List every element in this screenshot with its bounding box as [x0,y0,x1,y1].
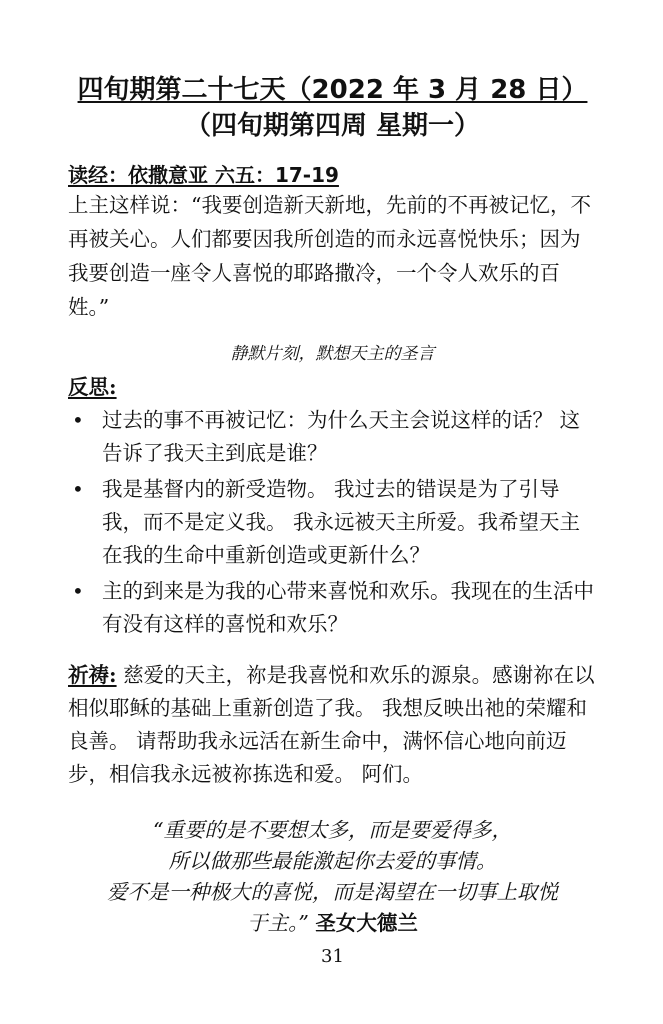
prayer-heading: 祈祷: [68,663,117,687]
reading-heading: 读经：依撒意亚 六五：17-19 [68,163,339,187]
title-date-line: 四旬期第二十七天（2022 年 3 月 28 日） [77,75,588,105]
quote-author: 圣女大德兰 [315,911,418,935]
page-title [68,72,597,144]
reflection-item-text: 过去的事不再被记忆：为什么天主会说这样的话？ 这告诉了我天主到底是谁？ [102,408,581,465]
title-week-line: （四旬期第四周 星期一） [184,111,481,141]
quote-line: 于主。” [247,911,309,935]
prayer-text: 慈爱的天主，祢是我喜悦和欢乐的源泉。感谢祢在以相似耶稣的基础上重新创造了我。 我想反映出祂的荣耀和良善。 请帮助我永远活在新生命中，满怀信心地向前迈步，相信我永远被祢拣选和爱。 阿们。 [68,663,595,786]
closing-quote [68,815,597,939]
list-item [68,575,597,641]
reading-text: 上主这样说：“我要创造新天新地，先前的不再被记忆，不再被关心。人们都要因我所创造的而永远喜悦快乐；因为我要创造一座令人喜悦的耶路撒冷，一个令人欢乐的百姓。” [68,193,591,319]
reflection-section [68,374,597,641]
list-item [68,473,597,572]
list-item [68,404,597,470]
prayer-section [68,659,597,791]
quote-line: 所以做那些最能激起你去爱的事情。 [168,849,497,873]
bullet-icon: • [72,477,84,501]
quote-line: 爱不是一种极大的喜悦，而是渴望在一切事上取悦 [107,880,558,904]
quote-line: “重要的是不要想太多，而是要爱得多， [153,818,512,842]
page-number: 31 [321,946,344,967]
bullet-icon: • [72,408,84,432]
reflection-item-text: 主的到来是为我的心带来喜悦和欢乐。我现在的生活中有没有这样的喜悦和欢乐？ [102,579,594,636]
reflection-heading: 反思: [68,375,117,399]
reflection-item-text: 我是基督内的新受造物。 我过去的错误是为了引导我，而不是定义我。 我永远被天主所爱。我希望天主在我的生命中重新创造或更新什么？ [102,477,581,567]
meditation-note: 静默片刻，默想天主的圣言 [230,344,435,364]
bullet-icon: • [72,579,84,603]
reflection-list [68,404,597,641]
